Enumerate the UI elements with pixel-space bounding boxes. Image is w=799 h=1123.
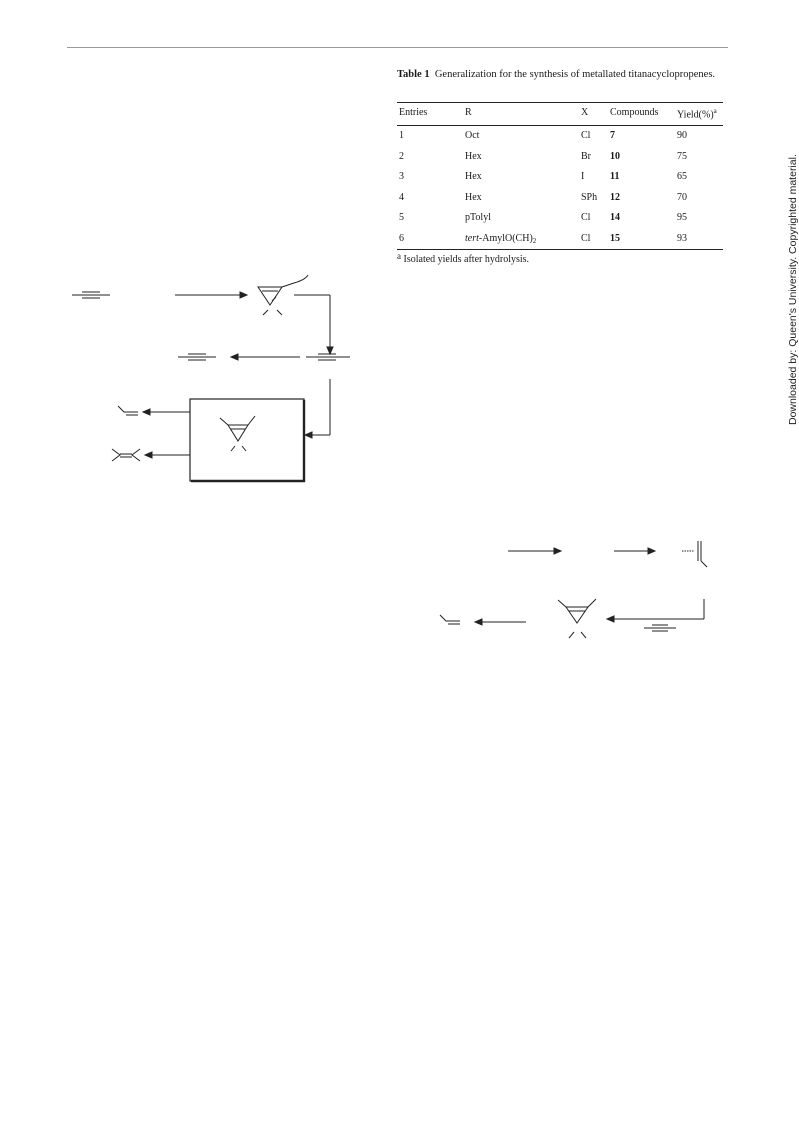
cell-r: Hex [465,191,482,203]
header-r: R [465,107,472,118]
cell-yield: 93 [677,232,687,244]
cell-compound: 12 [610,191,620,203]
table-label: Table 1 [397,69,430,80]
cell-x: Cl [581,212,591,223]
cell-compound: 11 [610,171,620,182]
right-reaction-scheme [430,535,730,650]
cell-r: pTolyl [465,212,491,223]
download-watermark: Downloaded by: Queen's University. Copyrighted material. [787,154,799,425]
table-row [397,229,723,250]
table-row [397,126,723,147]
table-row [397,147,723,168]
cell-x: Cl [581,232,591,244]
page-top-rule [67,47,728,48]
cell-entry: 1 [399,130,404,141]
cell-r: Hex [465,150,482,162]
cell-x: SPh [581,191,598,203]
cell-r: Hex [465,171,482,182]
header-compounds: Compounds [610,107,659,118]
cell-compound: 10 [610,150,620,162]
cell-x: I [581,171,585,182]
table-caption-text: Generalization for the synthesis of metallated titanacyclopropenes. [434,69,716,80]
titanacycle-structure [566,607,588,623]
alkene-product [112,449,120,461]
header-entries: Entries [399,107,428,118]
cell-yield: 65 [677,171,687,182]
arrow-head [240,292,247,298]
cell-compound: 14 [610,212,620,223]
table-caption [397,68,727,81]
cell-r: tert-$AmylO(CH)_2$ [465,232,537,245]
titanacycle-structure [228,425,248,441]
cell-entry: 6 [399,232,404,244]
cell-compound: 7 [610,130,615,141]
cell-r: Oct [465,130,480,141]
table-row [397,188,723,209]
header-yield: Yield(%)$^a$ [677,107,717,121]
cell-entry: 3 [399,171,404,182]
left-reaction-scheme [60,275,360,490]
cell-yield: 70 [677,191,687,203]
cell-yield: 90 [677,130,687,141]
cell-entry: 2 [399,150,404,162]
cell-x: Br [581,150,591,162]
yields-table [397,102,723,250]
cell-entry: 4 [399,191,404,203]
table-row [397,167,723,188]
header-x: X [581,107,589,118]
titanacycle-structure [258,287,282,305]
table-row [397,208,723,229]
cell-compound: 15 [610,232,620,244]
cell-yield: 95 [677,212,687,223]
cell-x: Cl [581,130,591,141]
alkene-product [440,615,460,621]
table-header-row [397,103,723,126]
table-footnote: $^a$ Isolated yields after hydrolysis. [397,251,530,265]
cell-yield: 75 [677,150,687,162]
cell-entry: 5 [399,212,404,223]
catalyst-box [190,399,304,481]
alkene-product [118,406,138,412]
